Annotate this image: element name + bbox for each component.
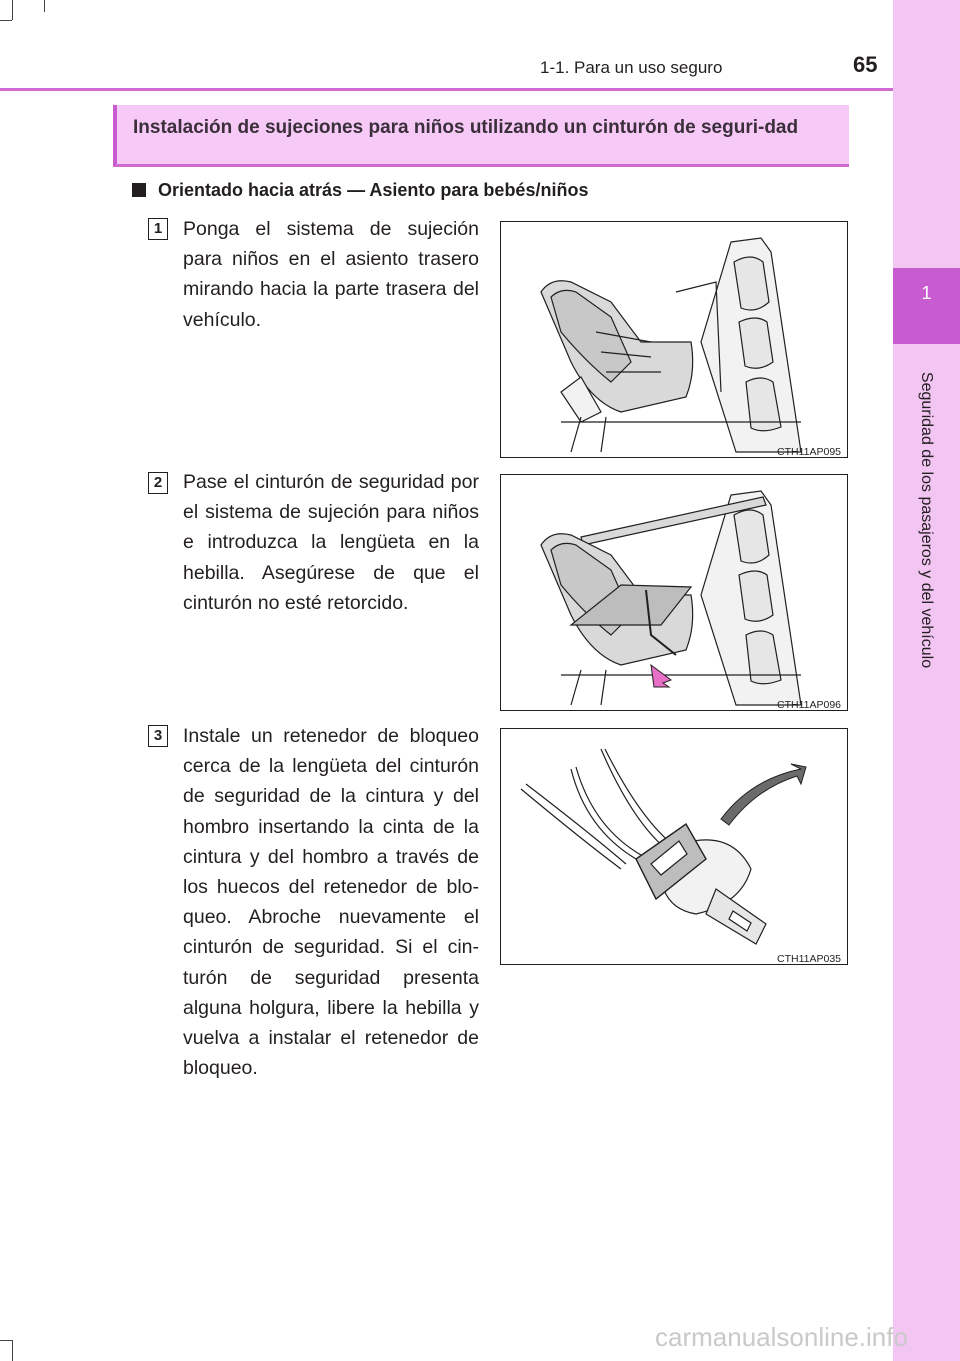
pink-arrow-icon	[651, 665, 671, 687]
step-number: 3	[148, 725, 168, 747]
step-number: 2	[148, 472, 168, 494]
header-rule	[0, 88, 893, 91]
figure-belt-routing	[500, 474, 848, 711]
chapter-side-tab	[893, 0, 960, 1361]
figure-code: CTH11AP095	[777, 446, 842, 458]
crop-mark	[0, 20, 12, 21]
chapter-tab-active	[893, 268, 960, 344]
crop-mark	[0, 1340, 12, 1341]
figure-locking-clip	[500, 728, 848, 965]
child-seat-placed-illustration	[501, 222, 848, 458]
step-text: Pase el cinturón de seguridad por el sistema de sujeción para niños e introduzca la lengüeta en la hebilla. Asegúrese de que el cinturón no esté retorcido.	[183, 471, 479, 614]
page-number: 65	[853, 52, 878, 77]
section-heading-box	[113, 105, 849, 167]
crop-mark	[44, 0, 45, 12]
arrow-icon	[721, 764, 806, 825]
figure-code: CTH11AP096	[777, 699, 842, 711]
figure-code: CTH11AP035	[777, 953, 842, 965]
locking-clip-illustration	[501, 729, 848, 965]
watermark: carmanualsonline.info	[655, 1322, 908, 1352]
figure-child-seat-placed	[500, 221, 848, 458]
belt-routing-illustration	[501, 475, 848, 711]
crop-mark	[12, 1340, 13, 1361]
chapter-title: Seguridad de los pasajeros y del vehículo	[918, 371, 935, 669]
subheading-text: Orientado hacia atrás — Asiento para bebés/niños	[158, 180, 589, 200]
crop-mark	[12, 0, 13, 20]
step-number: 1	[148, 218, 168, 240]
step-text: Ponga el sistema de sujeción para niños en el asiento trasero mirando hacia la parte trasera del vehículo.	[183, 218, 479, 331]
bullet-square-icon	[132, 183, 146, 197]
section-heading: Instalación de sujeciones para niños utilizando un cinturón de seguri-dad	[133, 117, 799, 138]
step-text: Instale un retenedor de bloqueo cerca de la lengüeta del cinturón de seguridad de la cintura y del hombro insertando la cinta de la cintura y del hombro a través de los huecos del retenedor de blo-queo. Abroche nuevamente el cinturón de seguridad. Si el cin-turón de seguridad presenta alguna holgura, libere la hebilla y vuelva a instalar el retenedor de bloqueo.	[183, 725, 479, 1080]
section-reference: 1-1. Para un uso seguro	[540, 58, 723, 77]
chapter-number: 1	[921, 283, 932, 303]
subheading	[132, 180, 588, 201]
